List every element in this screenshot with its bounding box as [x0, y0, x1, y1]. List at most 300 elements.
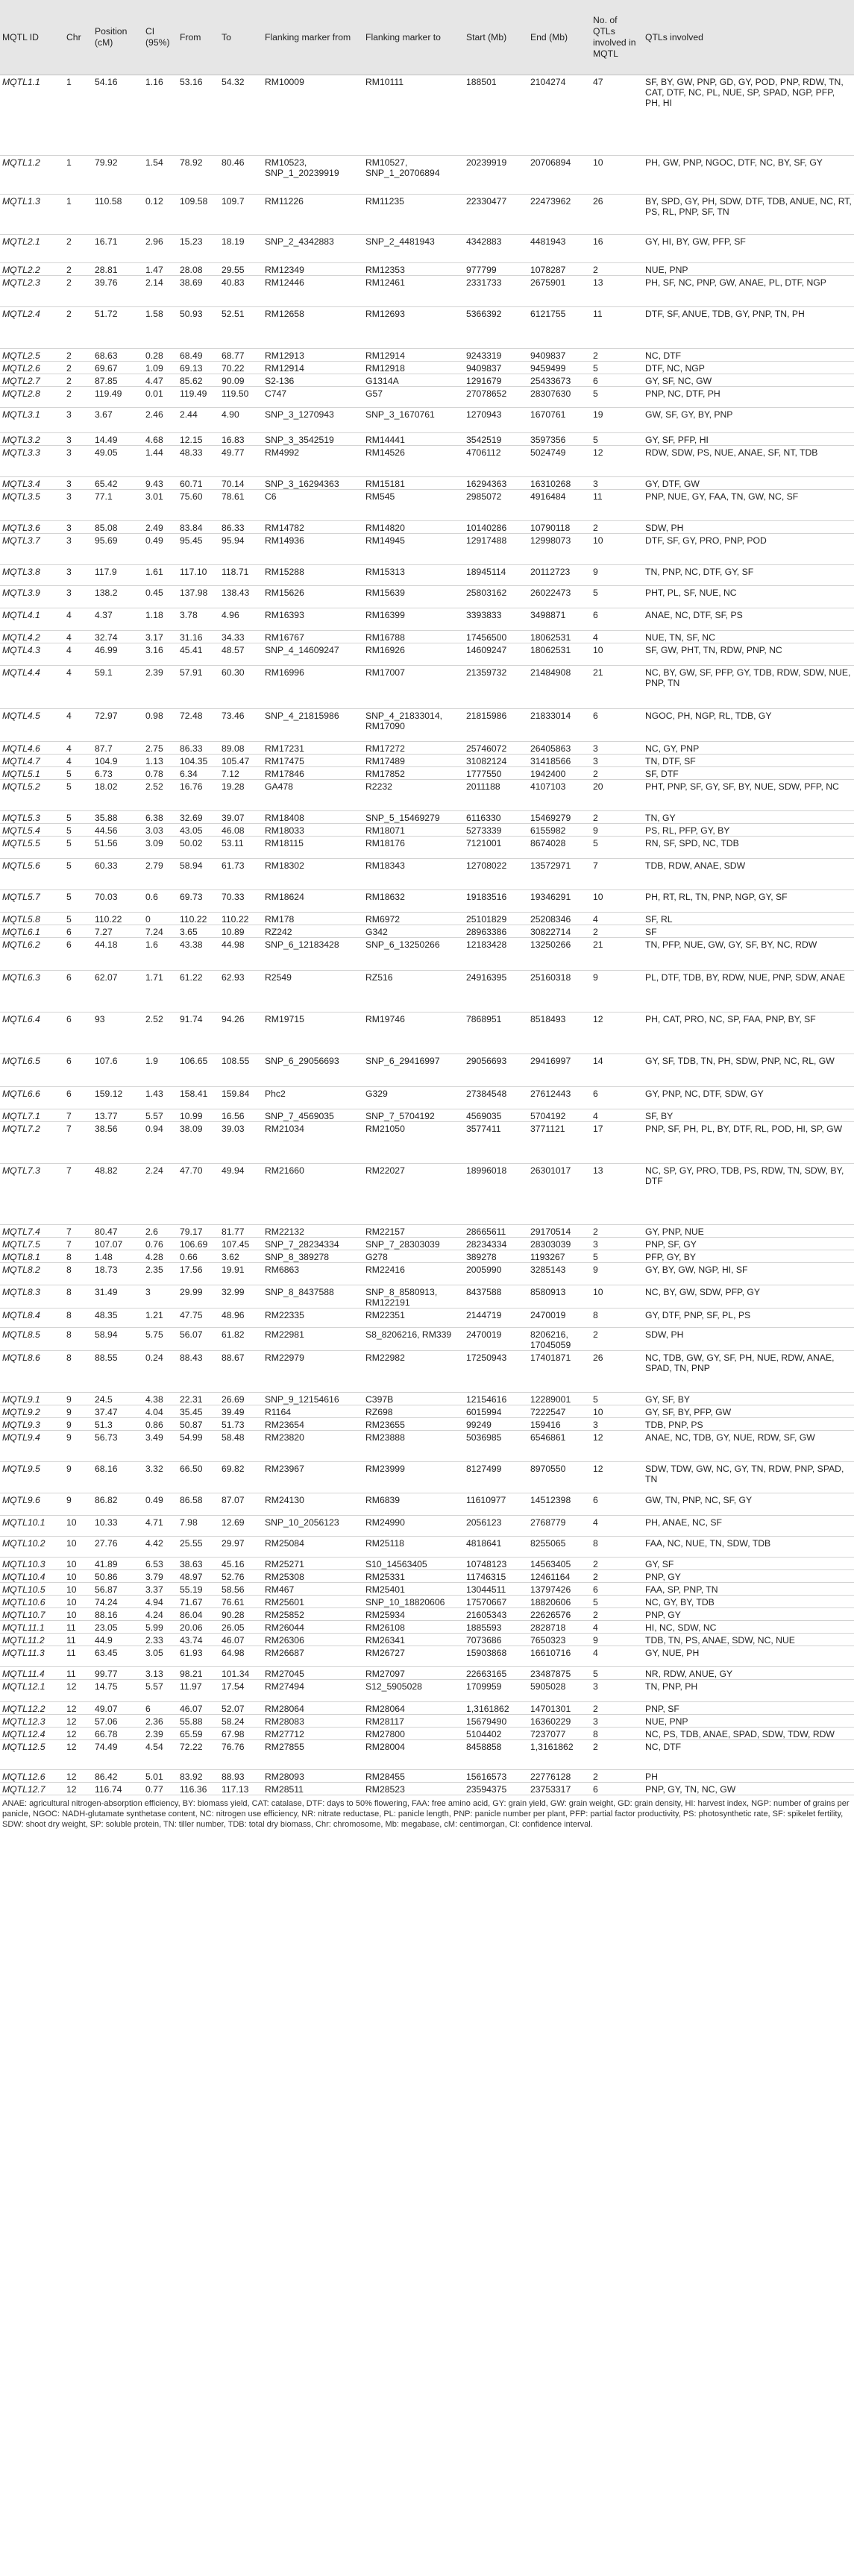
- cell-to: 17.54: [219, 1680, 263, 1702]
- cell-end: 5905028: [528, 1680, 591, 1702]
- cell-start: 8127499: [464, 1462, 528, 1493]
- cell-ci: 1.61: [143, 565, 178, 586]
- cell-position: 56.87: [92, 1583, 143, 1596]
- cell-start: 2144719: [464, 1309, 528, 1328]
- cell-qtls-involved: SF, GW, PHT, TN, RDW, PNP, NC: [643, 643, 854, 666]
- cell-qtls-involved: PH, GW, PNP, NGOC, DTF, NC, BY, SF, GY: [643, 156, 854, 195]
- table-row: [0, 643, 854, 666]
- cell-marker-from: RM23967: [263, 1462, 363, 1493]
- cell-to: 88.67: [219, 1351, 263, 1393]
- cell-marker-from: SNP_2_4342883: [263, 235, 363, 263]
- cell-chr: 3: [64, 565, 92, 586]
- cell-marker-from: RM18408: [263, 811, 363, 824]
- cell-mqtl-id: MQTL8.5: [0, 1328, 64, 1351]
- cell-marker-from: RM25308: [263, 1570, 363, 1583]
- cell-qtls-involved: PNP, SF: [643, 1702, 854, 1715]
- cell-ci: 4.47: [143, 374, 178, 387]
- cell-to: 64.98: [219, 1646, 263, 1667]
- cell-qtl-count: 13: [591, 276, 643, 307]
- cell-position: 116.74: [92, 1783, 143, 1795]
- cell-qtl-count: 5: [591, 1667, 643, 1680]
- cell-position: 66.78: [92, 1728, 143, 1740]
- cell-qtls-involved: PHT, PL, SF, NUE, NC: [643, 586, 854, 608]
- cell-mqtl-id: MQTL3.2: [0, 433, 64, 446]
- cell-mqtl-id: MQTL3.4: [0, 477, 64, 490]
- cell-start: 15679490: [464, 1715, 528, 1728]
- cell-position: 104.9: [92, 755, 143, 767]
- cell-marker-from: R1164: [263, 1405, 363, 1418]
- cell-marker-to: RM22982: [363, 1351, 464, 1393]
- cell-start: 389278: [464, 1250, 528, 1263]
- cell-to: 46.07: [219, 1634, 263, 1646]
- cell-end: 15469279: [528, 811, 591, 824]
- cell-end: 4481943: [528, 235, 591, 263]
- cell-end: 29416997: [528, 1054, 591, 1087]
- cell-end: 13250266: [528, 938, 591, 971]
- cell-start: 4569035: [464, 1109, 528, 1122]
- cell-qtl-count: 12: [591, 1013, 643, 1054]
- cell-qtls-involved: GY, SF, TDB, TN, PH, SDW, PNP, NC, RL, GW: [643, 1054, 854, 1087]
- cell-to: 110.22: [219, 913, 263, 925]
- cell-to: 61.82: [219, 1328, 263, 1351]
- cell-position: 74.49: [92, 1740, 143, 1770]
- cell-ci: 0.76: [143, 1238, 178, 1250]
- cell-position: 72.97: [92, 709, 143, 742]
- cell-qtls-involved: PH: [643, 1770, 854, 1783]
- cell-mqtl-id: MQTL3.5: [0, 490, 64, 521]
- cell-to: 118.71: [219, 565, 263, 586]
- cell-start: 16294363: [464, 477, 528, 490]
- cell-marker-to: SNP_6_29416997: [363, 1054, 464, 1087]
- cell-mqtl-id: MQTL4.6: [0, 742, 64, 755]
- cell-position: 18.73: [92, 1263, 143, 1285]
- table-row: [0, 859, 854, 890]
- cell-marker-to: RM26108: [363, 1621, 464, 1634]
- cell-from: 66.50: [178, 1462, 219, 1493]
- cell-ci: 0.24: [143, 1351, 178, 1393]
- cell-position: 93: [92, 1013, 143, 1054]
- cell-qtls-involved: SF: [643, 925, 854, 938]
- cell-ci: 2.35: [143, 1263, 178, 1285]
- cell-marker-from: RM12914: [263, 362, 363, 374]
- cell-end: 14701301: [528, 1702, 591, 1715]
- cell-mqtl-id: MQTL2.2: [0, 263, 64, 276]
- cell-to: 32.99: [219, 1285, 263, 1309]
- cell-from: 38.09: [178, 1122, 219, 1164]
- cell-qtl-count: 3: [591, 1418, 643, 1431]
- cell-qtl-count: 2: [591, 811, 643, 824]
- cell-ci: 3.13: [143, 1667, 178, 1680]
- cell-to: 4.90: [219, 408, 263, 433]
- table-row: [0, 1493, 854, 1516]
- cell-end: 25160318: [528, 971, 591, 1013]
- cell-ci: 4.54: [143, 1740, 178, 1770]
- cell-mqtl-id: MQTL10.4: [0, 1570, 64, 1583]
- cell-start: 11610977: [464, 1493, 528, 1516]
- cell-to: 60.30: [219, 666, 263, 709]
- cell-to: 4.96: [219, 608, 263, 631]
- table-row: [0, 1013, 854, 1054]
- cell-qtls-involved: FAA, NC, NUE, TN, SDW, TDB: [643, 1537, 854, 1558]
- cell-qtls-involved: NC, GY, BY, TDB: [643, 1596, 854, 1608]
- cell-position: 88.55: [92, 1351, 143, 1393]
- cell-marker-to: RM12461: [363, 276, 464, 307]
- cell-end: 23753317: [528, 1783, 591, 1795]
- cell-end: 2675901: [528, 276, 591, 307]
- table-row: [0, 586, 854, 608]
- cell-marker-to: SNP_3_1670761: [363, 408, 464, 433]
- cell-marker-from: RM18302: [263, 859, 363, 890]
- cell-ci: 9.43: [143, 477, 178, 490]
- cell-chr: 5: [64, 913, 92, 925]
- table-row: [0, 1667, 854, 1680]
- table-row: [0, 374, 854, 387]
- cell-start: 25803162: [464, 586, 528, 608]
- cell-marker-from: RM25601: [263, 1596, 363, 1608]
- cell-qtls-involved: GY, SF, NC, GW: [643, 374, 854, 387]
- cell-qtls-involved: NC, DTF: [643, 1740, 854, 1770]
- cell-chr: 11: [64, 1667, 92, 1680]
- cell-to: 48.96: [219, 1309, 263, 1328]
- cell-chr: 6: [64, 938, 92, 971]
- cell-from: 158.41: [178, 1087, 219, 1109]
- cell-start: 3393833: [464, 608, 528, 631]
- cell-position: 119.49: [92, 387, 143, 408]
- cell-marker-to: RM11235: [363, 195, 464, 235]
- cell-qtls-involved: GY, DTF, GW: [643, 477, 854, 490]
- cell-qtls-involved: TN, GY: [643, 811, 854, 824]
- cell-position: 110.58: [92, 195, 143, 235]
- cell-qtl-count: 10: [591, 643, 643, 666]
- cell-chr: 9: [64, 1405, 92, 1418]
- cell-to: 40.83: [219, 276, 263, 307]
- cell-marker-from: RM15288: [263, 565, 363, 586]
- cell-start: 12917488: [464, 534, 528, 565]
- cell-end: 10790118: [528, 521, 591, 534]
- cell-qtls-involved: NC, BY, GW, SF, PFP, GY, TDB, RDW, SDW, NUE, PNP, TN: [643, 666, 854, 709]
- cell-end: 28303039: [528, 1238, 591, 1250]
- cell-marker-from: SNP_7_4569035: [263, 1109, 363, 1122]
- table-row: [0, 913, 854, 925]
- cell-ci: 0: [143, 913, 178, 925]
- cell-from: 17.56: [178, 1263, 219, 1285]
- cell-chr: 2: [64, 349, 92, 362]
- cell-start: 17456500: [464, 631, 528, 643]
- cell-to: 3.62: [219, 1250, 263, 1263]
- cell-end: 21484908: [528, 666, 591, 709]
- cell-chr: 4: [64, 608, 92, 631]
- cell-ci: 2.24: [143, 1164, 178, 1225]
- cell-marker-to: RM28455: [363, 1770, 464, 1783]
- cell-marker-from: RM27855: [263, 1740, 363, 1770]
- cell-from: 61.93: [178, 1646, 219, 1667]
- cell-marker-from: RM12913: [263, 349, 363, 362]
- cell-from: 29.99: [178, 1285, 219, 1309]
- cell-to: 58.24: [219, 1715, 263, 1728]
- cell-ci: 0.6: [143, 890, 178, 913]
- cell-marker-from: RM6863: [263, 1263, 363, 1285]
- cell-position: 1.48: [92, 1250, 143, 1263]
- cell-end: 7237077: [528, 1728, 591, 1740]
- cell-chr: 6: [64, 1054, 92, 1087]
- cell-from: 117.10: [178, 565, 219, 586]
- cell-marker-to: SNP_7_28303039: [363, 1238, 464, 1250]
- cell-position: 87.85: [92, 374, 143, 387]
- cell-marker-from: RM10009: [263, 75, 363, 156]
- cell-qtl-count: 12: [591, 1431, 643, 1462]
- cell-to: 73.46: [219, 709, 263, 742]
- cell-to: 105.47: [219, 755, 263, 767]
- cell-start: 7073686: [464, 1634, 528, 1646]
- cell-from: 38.69: [178, 276, 219, 307]
- table-row: [0, 1646, 854, 1667]
- cell-start: 25746072: [464, 742, 528, 755]
- cell-qtls-involved: GY, SF: [643, 1558, 854, 1570]
- cell-position: 31.49: [92, 1285, 143, 1309]
- cell-marker-from: RM4992: [263, 446, 363, 477]
- cell-chr: 6: [64, 925, 92, 938]
- cell-qtl-count: 2: [591, 349, 643, 362]
- cell-ci: 0.78: [143, 767, 178, 780]
- cell-from: 75.60: [178, 490, 219, 521]
- table-row: [0, 1537, 854, 1558]
- cell-marker-to: SNP_4_21833014, RM17090: [363, 709, 464, 742]
- cell-start: 2005990: [464, 1263, 528, 1285]
- cell-from: 86.33: [178, 742, 219, 755]
- cell-marker-from: RM16996: [263, 666, 363, 709]
- cell-start: 14609247: [464, 643, 528, 666]
- cell-to: 39.07: [219, 811, 263, 824]
- cell-to: 117.13: [219, 1783, 263, 1795]
- cell-from: 137.98: [178, 586, 219, 608]
- cell-marker-from: RM27712: [263, 1728, 363, 1740]
- table-header: [0, 0, 854, 75]
- cell-mqtl-id: MQTL12.3: [0, 1715, 64, 1728]
- cell-marker-to: RM27800: [363, 1728, 464, 1740]
- cell-position: 24.5: [92, 1393, 143, 1405]
- cell-marker-to: RM22027: [363, 1164, 464, 1225]
- cell-to: 26.05: [219, 1621, 263, 1634]
- cell-marker-from: SNP_8_389278: [263, 1250, 363, 1263]
- cell-chr: 4: [64, 643, 92, 666]
- cell-ci: 3.37: [143, 1583, 178, 1596]
- cell-ci: 1.47: [143, 263, 178, 276]
- cell-to: 108.55: [219, 1054, 263, 1087]
- cell-from: 106.69: [178, 1238, 219, 1250]
- cell-chr: 1: [64, 195, 92, 235]
- cell-mqtl-id: MQTL5.5: [0, 837, 64, 859]
- cell-to: 7.12: [219, 767, 263, 780]
- cell-position: 107.07: [92, 1238, 143, 1250]
- cell-qtls-involved: PNP, SF, GY: [643, 1238, 854, 1250]
- cell-qtls-involved: GY, PNP, NC, DTF, SDW, GY: [643, 1087, 854, 1109]
- cell-marker-to: RZ698: [363, 1405, 464, 1418]
- table-row: [0, 1740, 854, 1770]
- cell-start: 10748123: [464, 1558, 528, 1570]
- cell-ci: 4.04: [143, 1405, 178, 1418]
- table-row: [0, 1728, 854, 1740]
- cell-qtl-count: 2: [591, 1328, 643, 1351]
- cell-from: 22.31: [178, 1393, 219, 1405]
- cell-from: 31.16: [178, 631, 219, 643]
- cell-start: 22663165: [464, 1667, 528, 1680]
- cell-marker-to: RM12353: [363, 263, 464, 276]
- cell-marker-to: G1314A: [363, 374, 464, 387]
- cell-qtl-count: 16: [591, 235, 643, 263]
- cell-qtl-count: 12: [591, 446, 643, 477]
- cell-position: 49.07: [92, 1702, 143, 1715]
- cell-marker-to: RM17489: [363, 755, 464, 767]
- cell-start: 1270943: [464, 408, 528, 433]
- cell-marker-to: S8_8206216, RM339: [363, 1328, 464, 1351]
- cell-position: 18.02: [92, 780, 143, 811]
- cell-marker-to: RM25934: [363, 1608, 464, 1621]
- cell-marker-from: RM21660: [263, 1164, 363, 1225]
- cell-from: 11.97: [178, 1680, 219, 1702]
- cell-start: 19183516: [464, 890, 528, 913]
- cell-qtls-involved: SDW, TDW, GW, NC, GY, TN, RDW, PNP, SPAD, TN: [643, 1462, 854, 1493]
- cell-mqtl-id: MQTL2.8: [0, 387, 64, 408]
- cell-from: 0.66: [178, 1250, 219, 1263]
- cell-qtls-involved: GY, BY, GW, NGP, HI, SF: [643, 1263, 854, 1285]
- cell-chr: 5: [64, 837, 92, 859]
- cell-start: 18945114: [464, 565, 528, 586]
- cell-qtl-count: 4: [591, 631, 643, 643]
- cell-qtls-involved: PNP, GY: [643, 1570, 854, 1583]
- cell-mqtl-id: MQTL4.3: [0, 643, 64, 666]
- cell-qtls-involved: ANAE, NC, TDB, GY, NUE, RDW, SF, GW: [643, 1431, 854, 1462]
- cell-from: 48.33: [178, 446, 219, 477]
- table-row: [0, 521, 854, 534]
- cell-qtls-involved: DTF, SF, ANUE, TDB, GY, PNP, TN, PH: [643, 307, 854, 349]
- cell-ci: 1.43: [143, 1087, 178, 1109]
- cell-qtl-count: 5: [591, 1250, 643, 1263]
- cell-qtl-count: 26: [591, 195, 643, 235]
- cell-mqtl-id: MQTL2.7: [0, 374, 64, 387]
- cell-marker-to: RM6839: [363, 1493, 464, 1516]
- cell-to: 70.33: [219, 890, 263, 913]
- cell-from: 72.22: [178, 1740, 219, 1770]
- cell-mqtl-id: MQTL6.2: [0, 938, 64, 971]
- cell-marker-to: RZ516: [363, 971, 464, 1013]
- cell-marker-to: RM16926: [363, 643, 464, 666]
- cell-position: 27.76: [92, 1537, 143, 1558]
- cell-mqtl-id: MQTL9.2: [0, 1405, 64, 1418]
- cell-marker-from: RM467: [263, 1583, 363, 1596]
- cell-start: 2985072: [464, 490, 528, 521]
- cell-qtl-count: 11: [591, 307, 643, 349]
- cell-position: 138.2: [92, 586, 143, 608]
- cell-position: 58.94: [92, 1328, 143, 1351]
- cell-start: 1777550: [464, 767, 528, 780]
- cell-qtls-involved: SF, BY, GW, PNP, GD, GY, POD, PNP, RDW, TN, CAT, DTF, NC, PL, NUE, SP, SPAD, NGP, PFP, PH, HI: [643, 75, 854, 156]
- cell-qtl-count: 2: [591, 1702, 643, 1715]
- cell-marker-from: SNP_3_3542519: [263, 433, 363, 446]
- cell-qtl-count: 6: [591, 1783, 643, 1795]
- cell-start: 20239919: [464, 156, 528, 195]
- col-start: Start (Mb): [464, 0, 528, 75]
- cell-ci: 5.57: [143, 1109, 178, 1122]
- cell-end: 22776128: [528, 1770, 591, 1783]
- cell-start: 12154616: [464, 1393, 528, 1405]
- cell-position: 86.82: [92, 1493, 143, 1516]
- cell-mqtl-id: MQTL3.6: [0, 521, 64, 534]
- cell-to: 51.73: [219, 1418, 263, 1431]
- cell-chr: 2: [64, 263, 92, 276]
- cell-marker-to: RM18632: [363, 890, 464, 913]
- cell-mqtl-id: MQTL3.3: [0, 446, 64, 477]
- cell-from: 48.97: [178, 1570, 219, 1583]
- cell-marker-from: RM17231: [263, 742, 363, 755]
- table-row: [0, 1431, 854, 1462]
- cell-qtl-count: 9: [591, 565, 643, 586]
- cell-ci: 2.96: [143, 235, 178, 263]
- cell-ci: 6: [143, 1702, 178, 1715]
- cell-qtls-involved: GY, NUE, PH: [643, 1646, 854, 1667]
- cell-end: 18062531: [528, 643, 591, 666]
- table-row: [0, 1634, 854, 1646]
- cell-end: 18062531: [528, 631, 591, 643]
- table-row: [0, 195, 854, 235]
- cell-from: 35.45: [178, 1405, 219, 1418]
- cell-mqtl-id: MQTL5.6: [0, 859, 64, 890]
- cell-from: 116.36: [178, 1783, 219, 1795]
- cell-end: 26405863: [528, 742, 591, 755]
- table-row: [0, 925, 854, 938]
- cell-qtl-count: 2: [591, 925, 643, 938]
- table-row: [0, 1285, 854, 1309]
- cell-position: 41.89: [92, 1558, 143, 1570]
- cell-marker-to: RM22351: [363, 1309, 464, 1328]
- cell-from: 6.34: [178, 767, 219, 780]
- cell-qtls-involved: GY, SF, BY: [643, 1393, 854, 1405]
- cell-qtls-involved: PL, DTF, TDB, BY, RDW, NUE, PNP, SDW, ANAE: [643, 971, 854, 1013]
- cell-qtls-involved: PHT, PNP, SF, GY, SF, BY, NUE, SDW, PFP, NC: [643, 780, 854, 811]
- cell-from: 55.19: [178, 1583, 219, 1596]
- cell-qtls-involved: GW, SF, GY, BY, PNP: [643, 408, 854, 433]
- cell-position: 110.22: [92, 913, 143, 925]
- cell-qtl-count: 10: [591, 890, 643, 913]
- cell-mqtl-id: MQTL4.7: [0, 755, 64, 767]
- table-row: [0, 362, 854, 374]
- cell-ci: 5.75: [143, 1328, 178, 1351]
- cell-from: 56.07: [178, 1328, 219, 1351]
- cell-chr: 8: [64, 1250, 92, 1263]
- cell-position: 14.75: [92, 1680, 143, 1702]
- table-row: [0, 608, 854, 631]
- cell-mqtl-id: MQTL1.2: [0, 156, 64, 195]
- cell-qtl-count: 11: [591, 490, 643, 521]
- cell-position: 65.42: [92, 477, 143, 490]
- cell-from: 83.84: [178, 521, 219, 534]
- cell-position: 86.42: [92, 1770, 143, 1783]
- cell-from: 47.70: [178, 1164, 219, 1225]
- cell-mqtl-id: MQTL10.6: [0, 1596, 64, 1608]
- cell-qtl-count: 4: [591, 913, 643, 925]
- cell-marker-to: RM25331: [363, 1570, 464, 1583]
- cell-end: 2470019: [528, 1309, 591, 1328]
- cell-to: 138.43: [219, 586, 263, 608]
- cell-mqtl-id: MQTL9.3: [0, 1418, 64, 1431]
- cell-end: 14563405: [528, 1558, 591, 1570]
- cell-chr: 7: [64, 1122, 92, 1164]
- col-chr: Chr: [64, 0, 92, 75]
- cell-start: 15903868: [464, 1646, 528, 1667]
- cell-chr: 5: [64, 890, 92, 913]
- cell-to: 61.73: [219, 859, 263, 890]
- cell-qtl-count: 2: [591, 1570, 643, 1583]
- table-row: [0, 1309, 854, 1328]
